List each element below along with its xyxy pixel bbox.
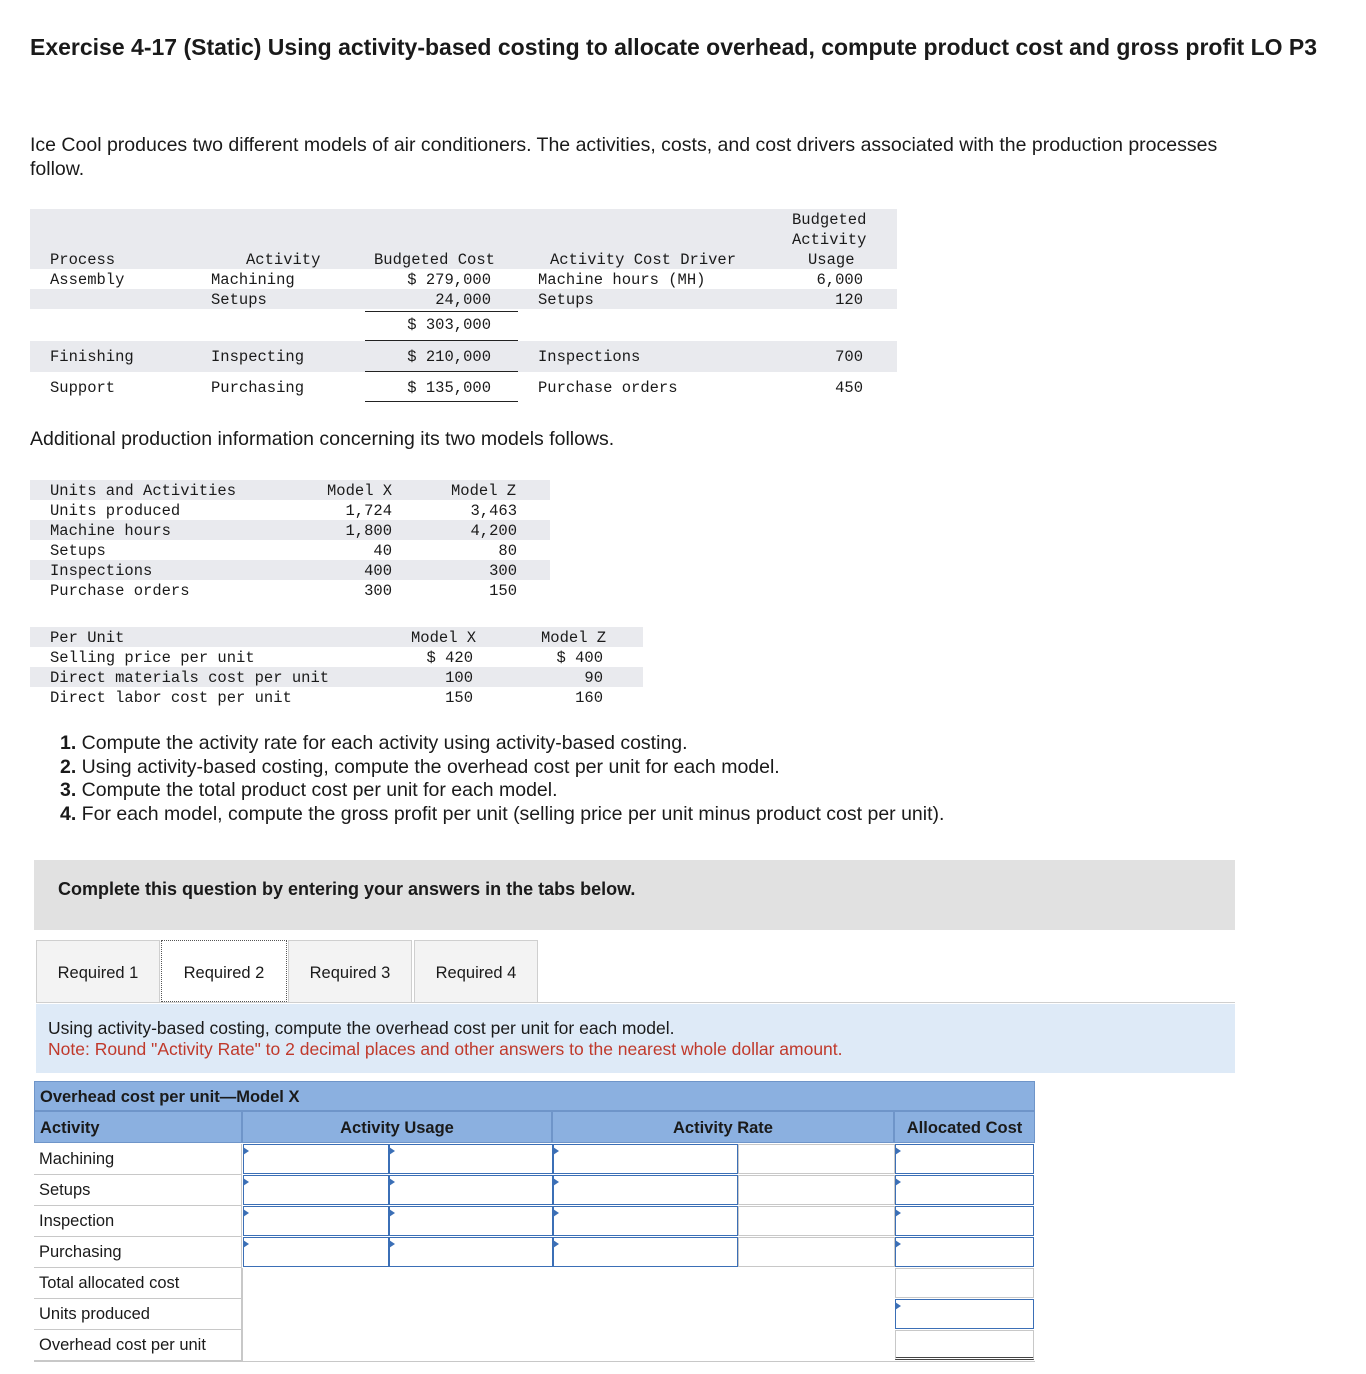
machining-rate-input[interactable] (553, 1144, 738, 1174)
row-label-inspection: Inspection (34, 1206, 242, 1237)
row-label-per-unit: Overhead cost per unit (34, 1330, 242, 1361)
t3-header-x: Model X (411, 629, 477, 647)
process-finishing: Finishing (50, 348, 134, 366)
tab-required-2[interactable]: Required 2 (161, 940, 287, 1002)
setups-rate-input[interactable] (553, 1175, 738, 1205)
table-bottom-border (34, 1361, 1035, 1362)
question-item: 4. For each model, compute the gross profit per unit (selling price per unit minus product cost per unit). (60, 803, 945, 826)
subtotal-rule-2 (365, 340, 518, 341)
t2-row-x: 300 (364, 582, 392, 600)
t2-row-x: 40 (373, 542, 392, 560)
t3-row-label: Direct labor cost per unit (50, 689, 292, 707)
intro-text: Ice Cool produces two different models of air conditioners. The activities, costs, and cost drivers associated with the production processes follow. (30, 134, 1218, 180)
header-usage-1: Budgeted (792, 211, 867, 229)
header-budgeted-cost: Budgeted Cost (374, 251, 495, 269)
header-activity: Activity (246, 251, 321, 269)
t2-row-label: Inspections (50, 562, 153, 580)
header-driver: Activity Cost Driver (550, 251, 737, 269)
instruction-text: Using activity-based costing, compute the overhead cost per unit for each model. (48, 1018, 675, 1038)
t3-row-x: 150 (445, 689, 473, 707)
t3-header-z: Model Z (541, 629, 607, 647)
machining-usage-input[interactable] (243, 1144, 389, 1174)
t2-row-label: Setups (50, 542, 106, 560)
page-title: Exercise 4-17 (Static) Using activity-based costing to allocate overhead, compute product cost and gross profit LO P3 (30, 34, 1318, 60)
t2-row-label: Machine hours (50, 522, 171, 540)
additional-info: Additional production information concerning its two models follows. (30, 428, 615, 450)
header-usage-2: Activity (792, 231, 867, 249)
row-label-purchasing: Purchasing (34, 1237, 242, 1268)
header-process: Process (50, 251, 116, 269)
col-activity-rate: Activity Rate (552, 1111, 894, 1143)
tab-required-3[interactable]: Required 3 (288, 940, 412, 1002)
t2-header-x: Model X (327, 482, 393, 500)
question-item: 3. Compute the total product cost per unit for each model. (60, 779, 558, 802)
overhead-per-unit-value (895, 1330, 1034, 1360)
driver-setups: Setups (538, 291, 594, 309)
t2-row-x: 1,800 (345, 522, 392, 540)
header-usage-3: Usage (808, 251, 855, 269)
t3-row-x: $ 420 (426, 649, 473, 667)
complete-banner: Complete this question by entering your answers in the tabs below. (34, 860, 1235, 930)
t2-row-z: 300 (489, 562, 517, 580)
t2-header-label: Units and Activities (50, 482, 237, 500)
t2-row-x: 400 (364, 562, 392, 580)
process-assembly: Assembly (50, 271, 125, 289)
inspection-usage-input[interactable] (243, 1206, 389, 1236)
t3-row-x: 100 (445, 669, 473, 687)
t3-row-label: Selling price per unit (50, 649, 255, 667)
setups-usage-input[interactable] (243, 1175, 389, 1205)
purchasing-rate-input[interactable] (553, 1237, 738, 1267)
t2-row-x: 1,724 (345, 502, 392, 520)
machining-usage-unit-input[interactable] (389, 1144, 553, 1174)
assembly-subtotal: $ 303,000 (407, 316, 491, 334)
question-list (60, 732, 1260, 827)
setups-allocated-input[interactable] (895, 1175, 1034, 1205)
cost-inspecting: $ 210,000 (407, 348, 491, 366)
cost-machining: $ 279,000 (407, 271, 491, 289)
row-label-total: Total allocated cost (34, 1268, 242, 1299)
t2-row-z: 80 (498, 542, 517, 560)
col-activity-usage: Activity Usage (242, 1111, 552, 1143)
tab-divider (36, 1002, 1235, 1003)
t3-row-label: Direct materials cost per unit (50, 669, 330, 687)
question-item: 2. Using activity-based costing, compute the overhead cost per unit for each model. (60, 755, 780, 778)
t3-row-z: 160 (575, 689, 603, 707)
finishing-rule (365, 371, 518, 372)
t3-row-z: 90 (584, 669, 603, 687)
col-allocated-cost: Allocated Cost (894, 1111, 1035, 1143)
rounding-note: Note: Round "Activity Rate" to 2 decimal places and other answers to the nearest whole dollar amount. (48, 1039, 843, 1059)
inspection-rate-unit (738, 1206, 895, 1236)
overhead-answer-table (34, 1081, 1035, 1363)
usage-setups: 120 (835, 291, 863, 309)
t2-row-z: 4,200 (470, 522, 517, 540)
column-divider (242, 1268, 243, 1361)
usage-inspecting: 700 (835, 348, 863, 366)
activity-setups: Setups (211, 291, 267, 309)
machining-rate-unit (738, 1144, 895, 1174)
t2-row-z: 150 (489, 582, 517, 600)
usage-purchasing: 450 (835, 379, 863, 397)
t2-row-label: Units produced (50, 502, 181, 520)
process-support: Support (50, 379, 116, 397)
driver-purchasing: Purchase orders (538, 379, 678, 397)
driver-machining: Machine hours (MH) (538, 271, 706, 289)
purchasing-usage-unit-input[interactable] (389, 1237, 553, 1267)
purchasing-rate-unit (738, 1237, 895, 1267)
answer-table-caption: Overhead cost per unit—Model X (34, 1081, 1035, 1111)
row-label-setups: Setups (34, 1175, 242, 1206)
t3-row-z: $ 400 (556, 649, 603, 667)
setups-usage-unit-input[interactable] (389, 1175, 553, 1205)
activity-purchasing: Purchasing (211, 379, 305, 397)
subtotal-rule (365, 311, 518, 312)
machining-allocated-input[interactable] (895, 1144, 1034, 1174)
row-label-units: Units produced (34, 1299, 242, 1330)
total-allocated-value (895, 1268, 1034, 1298)
t3-header-label: Per Unit (50, 629, 125, 647)
inspection-usage-unit-input[interactable] (389, 1206, 553, 1236)
support-rule (365, 401, 518, 402)
inspection-allocated-input[interactable] (895, 1206, 1034, 1236)
t2-header-z: Model Z (451, 482, 517, 500)
question-item: 1. Compute the activity rate for each activity using activity-based costing. (60, 732, 688, 754)
t2-row-label: Purchase orders (50, 582, 190, 600)
cost-setups: 24,000 (435, 291, 491, 309)
driver-inspecting: Inspections (538, 348, 641, 366)
activity-inspecting: Inspecting (211, 348, 305, 366)
tab-required-1[interactable]: Required 1 (36, 940, 160, 1002)
col-activity: Activity (34, 1111, 242, 1143)
tab-required-4[interactable]: Required 4 (414, 940, 538, 1002)
purchasing-usage-input[interactable] (243, 1237, 389, 1267)
inspection-rate-input[interactable] (553, 1206, 738, 1236)
instruction-panel (36, 1004, 1235, 1073)
units-produced-input[interactable] (895, 1299, 1034, 1329)
setups-rate-unit (738, 1175, 895, 1205)
row-label-machining: Machining (34, 1144, 242, 1175)
purchasing-allocated-input[interactable] (895, 1237, 1034, 1267)
cost-purchasing: $ 135,000 (407, 379, 491, 397)
t2-row-z: 3,463 (470, 502, 517, 520)
activity-machining: Machining (211, 271, 295, 289)
usage-machining: 6,000 (816, 271, 863, 289)
